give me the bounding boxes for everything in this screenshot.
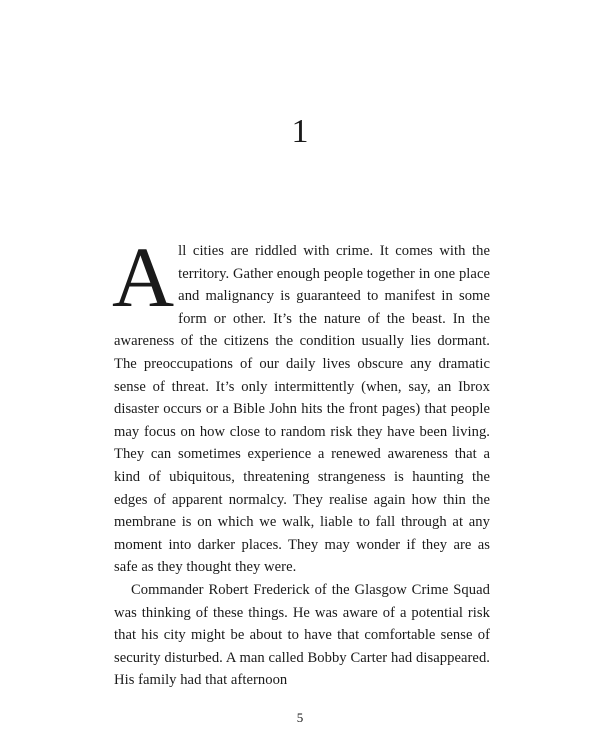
- page-number: 5: [296, 710, 304, 725]
- chapter-number: 1: [291, 113, 309, 150]
- chapter-body-text: [112, 229, 490, 692]
- paragraph-1-text: ll cities are riddled with crime. It comes with the territory. Gather enough people together in one place and malignancy is guaranteed to manifest in some form or other. It’s the nature of the beast. In the awareness of the citizens the condition usually lies dormant. The preoccupations of our daily lives obscure any dramatic sense of threat. It’s only intermittently (when, say, an Ibrox disaster occurs or a Bible John hits the front pages) that people may focus on how close to random risk they have been living. They can sometimes experience a renewed awareness that a kind of ubiquitous, threatening strangeness is haunting the edges of apparent normalcy. They realise again how thin the membrane is on which we walk, liable to fall through at any moment into darker places. They may wonder if they are as safe as they thought they were.: [114, 243, 490, 576]
- drop-cap: A: [112, 229, 175, 325]
- paragraph-2: Commander Robert Frederick of the Glasgow Crime Squad was thinking of these things. He was aware of a potential risk that his city might be about to have that comfortable sense of security disturbed. A man called Bobby Carter had disappeared. His family had that afternoon: [114, 581, 490, 689]
- paragraph-1: [112, 229, 490, 579]
